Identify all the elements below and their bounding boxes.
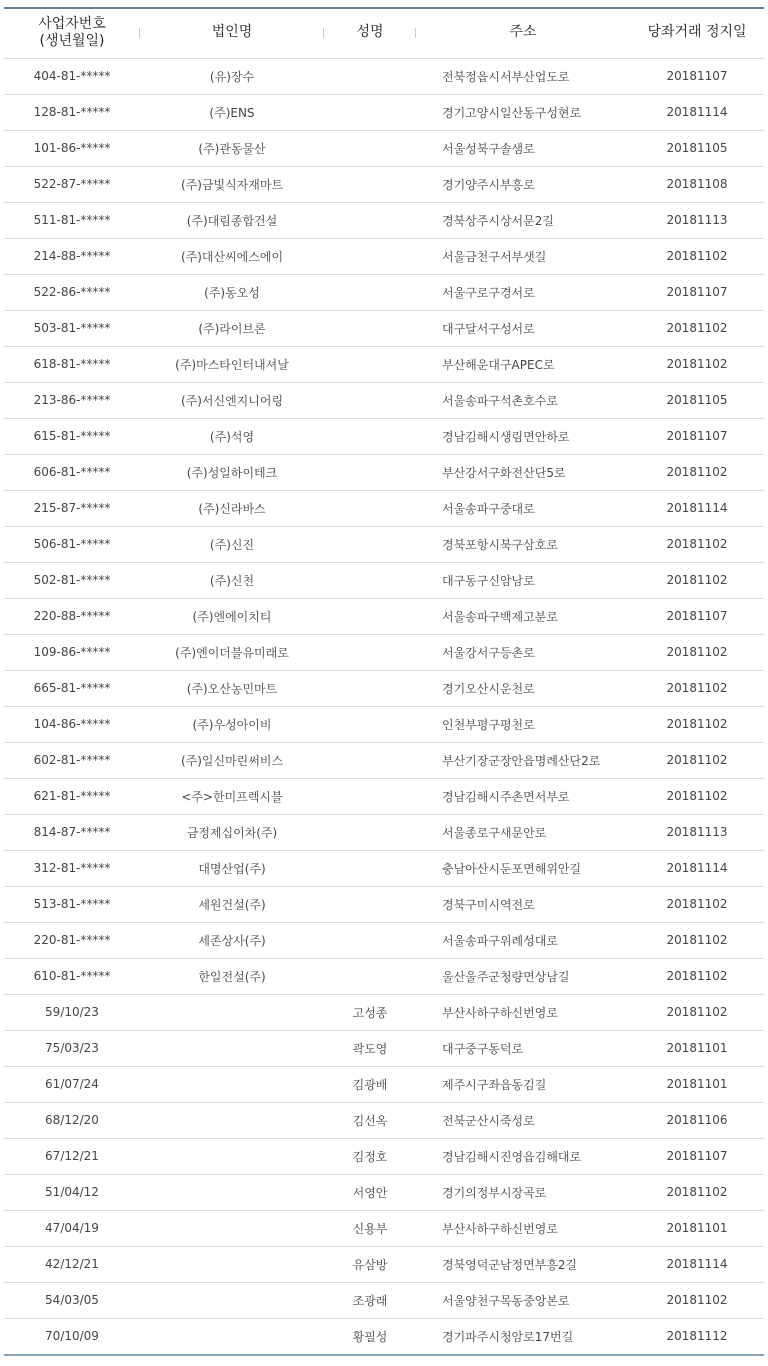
cell-address: 서울구로구경서로 [416, 274, 630, 310]
table-row [4, 922, 764, 958]
table-row [4, 418, 764, 454]
cell-business-number: 47/04/19 [4, 1210, 140, 1246]
cell-business-number: 602-81-***** [4, 742, 140, 778]
cell-corporation-name: (주)라이브론 [140, 310, 324, 346]
cell-corporation-name: 대명산업(주) [140, 850, 324, 886]
cell-suspension-date: 20181102 [630, 742, 764, 778]
cell-address: 부산해운대구APEC로 [416, 346, 630, 382]
cell-business-number: 220-81-***** [4, 922, 140, 958]
cell-address: 경북영덕군남정면부흥2길 [416, 1246, 630, 1282]
table-row [4, 850, 764, 886]
table-row [4, 1210, 764, 1246]
cell-address: 서울종로구새문안로 [416, 814, 630, 850]
cell-person-name: 김정호 [324, 1138, 416, 1174]
cell-person-name [324, 58, 416, 94]
table-row [4, 382, 764, 418]
cell-address: 경북구미시역전로 [416, 886, 630, 922]
cell-address: 부산사하구하신번영로 [416, 1210, 630, 1246]
cell-suspension-date: 20181105 [630, 130, 764, 166]
cell-suspension-date: 20181105 [630, 382, 764, 418]
cell-business-number: 101-86-***** [4, 130, 140, 166]
cell-corporation-name: (주)엔에이치티 [140, 598, 324, 634]
cell-corporation-name: (주)신진 [140, 526, 324, 562]
cell-address: 경기파주시청암로17번길 [416, 1318, 630, 1354]
cell-suspension-date: 20181101 [630, 1066, 764, 1102]
cell-business-number: 621-81-***** [4, 778, 140, 814]
table-row [4, 634, 764, 670]
table-row [4, 814, 764, 850]
cell-corporation-name: (주)엔이더블유미래로 [140, 634, 324, 670]
table-row [4, 706, 764, 742]
cell-business-number: 70/10/09 [4, 1318, 140, 1354]
cell-business-number: 128-81-***** [4, 94, 140, 130]
header-corporation-name [140, 8, 324, 58]
header-person-name [324, 8, 416, 58]
table-row [4, 1030, 764, 1066]
header-suspension-date-label: 당좌거래 정지일 [647, 24, 747, 41]
cell-person-name: 고성종 [324, 994, 416, 1030]
table-row [4, 238, 764, 274]
cell-person-name [324, 94, 416, 130]
cell-person-name [324, 670, 416, 706]
cell-person-name [324, 742, 416, 778]
cell-address: 서울양천구목동중앙본로 [416, 1282, 630, 1318]
cell-corporation-name [140, 1030, 324, 1066]
cell-address: 경북상주시상서문2길 [416, 202, 630, 238]
cell-address: 부산강서구화전산단5로 [416, 454, 630, 490]
cell-business-number: 506-81-***** [4, 526, 140, 562]
cell-person-name: 황필성 [324, 1318, 416, 1354]
cell-business-number: 214-88-***** [4, 238, 140, 274]
table-row [4, 274, 764, 310]
table-row [4, 490, 764, 526]
cell-corporation-name: (주)대림종합건설 [140, 202, 324, 238]
cell-person-name: 신용부 [324, 1210, 416, 1246]
cell-business-number: 67/12/21 [4, 1138, 140, 1174]
cell-business-number: 51/04/12 [4, 1174, 140, 1210]
cell-corporation-name: 세원건설(주) [140, 886, 324, 922]
table-row [4, 94, 764, 130]
cell-suspension-date: 20181101 [630, 1030, 764, 1066]
cell-corporation-name [140, 1210, 324, 1246]
cell-suspension-date: 20181102 [630, 994, 764, 1030]
cell-person-name [324, 958, 416, 994]
cell-business-number: 814-87-***** [4, 814, 140, 850]
table-row [4, 310, 764, 346]
table-row [4, 1138, 764, 1174]
cell-suspension-date: 20181102 [630, 886, 764, 922]
cell-person-name [324, 634, 416, 670]
cell-business-number: 42/12/21 [4, 1246, 140, 1282]
cell-person-name: 김선옥 [324, 1102, 416, 1138]
cell-suspension-date: 20181114 [630, 490, 764, 526]
cell-suspension-date: 20181114 [630, 850, 764, 886]
cell-address: 서울송파구석촌호수로 [416, 382, 630, 418]
cell-suspension-date: 20181102 [630, 238, 764, 274]
cell-corporation-name: (주)서신엔지니어링 [140, 382, 324, 418]
table-row [4, 166, 764, 202]
cell-corporation-name: (주)마스타인터내셔날 [140, 346, 324, 382]
cell-suspension-date: 20181107 [630, 1138, 764, 1174]
header-address [416, 8, 630, 58]
cell-address: 서울송파구백제고분로 [416, 598, 630, 634]
cell-business-number: 54/03/05 [4, 1282, 140, 1318]
cell-person-name: 곽도영 [324, 1030, 416, 1066]
cell-address: 서울금천구서부샛길 [416, 238, 630, 274]
cell-corporation-name: (주)일신마린써비스 [140, 742, 324, 778]
cell-business-number: 606-81-***** [4, 454, 140, 490]
cell-corporation-name [140, 1246, 324, 1282]
cell-suspension-date: 20181102 [630, 670, 764, 706]
cell-business-number: 502-81-***** [4, 562, 140, 598]
table-row [4, 562, 764, 598]
cell-person-name [324, 490, 416, 526]
cell-person-name: 김광배 [324, 1066, 416, 1102]
cell-suspension-date: 20181114 [630, 1246, 764, 1282]
cell-corporation-name [140, 1282, 324, 1318]
cell-business-number: 75/03/23 [4, 1030, 140, 1066]
cell-person-name: 조광래 [324, 1282, 416, 1318]
cell-suspension-date: 20181102 [630, 526, 764, 562]
table-row [4, 598, 764, 634]
cell-suspension-date: 20181114 [630, 94, 764, 130]
cell-business-number: 503-81-***** [4, 310, 140, 346]
cell-corporation-name: (주)관동물산 [140, 130, 324, 166]
cell-address: 경북포항시북구삼호로 [416, 526, 630, 562]
cell-person-name [324, 922, 416, 958]
cell-person-name [324, 130, 416, 166]
cell-corporation-name: (주)ENS [140, 94, 324, 130]
cell-business-number: 404-81-***** [4, 58, 140, 94]
cell-suspension-date: 20181102 [630, 706, 764, 742]
cell-address: 경기양주시부흥로 [416, 166, 630, 202]
cell-person-name [324, 598, 416, 634]
cell-address: 경남김해시진영읍김해대로 [416, 1138, 630, 1174]
cell-business-number: 213-86-***** [4, 382, 140, 418]
cell-business-number: 215-87-***** [4, 490, 140, 526]
cell-business-number: 59/10/23 [4, 994, 140, 1030]
cell-business-number: 610-81-***** [4, 958, 140, 994]
cell-address: 서울성북구솔샘로 [416, 130, 630, 166]
cell-corporation-name: (유)장수 [140, 58, 324, 94]
table-row [4, 1282, 764, 1318]
cell-person-name [324, 706, 416, 742]
cell-business-number: 522-86-***** [4, 274, 140, 310]
cell-person-name [324, 238, 416, 274]
cell-address: 대구달서구성서로 [416, 310, 630, 346]
cell-address: 경남김해시주촌면서부로 [416, 778, 630, 814]
table-body [4, 58, 764, 1354]
table-row [4, 778, 764, 814]
cell-corporation-name: 한일전설(주) [140, 958, 324, 994]
cell-corporation-name [140, 1102, 324, 1138]
cell-corporation-name: 금정제십이차(주) [140, 814, 324, 850]
cell-business-number: 220-88-***** [4, 598, 140, 634]
header-business-number [4, 8, 140, 58]
cell-corporation-name [140, 994, 324, 1030]
table-row [4, 1174, 764, 1210]
cell-address: 부산기장군장안읍명례산단2로 [416, 742, 630, 778]
cell-address: 서울강서구등촌로 [416, 634, 630, 670]
cell-business-number: 522-87-***** [4, 166, 140, 202]
cell-business-number: 312-81-***** [4, 850, 140, 886]
cell-person-name [324, 202, 416, 238]
cell-corporation-name [140, 1174, 324, 1210]
cell-corporation-name [140, 1138, 324, 1174]
cell-corporation-name: (주)우성아이비 [140, 706, 324, 742]
cell-person-name [324, 814, 416, 850]
cell-suspension-date: 20181102 [630, 958, 764, 994]
cell-person-name: 서영안 [324, 1174, 416, 1210]
table-row [4, 886, 764, 922]
header-person-name-label: 성명 [356, 24, 384, 41]
cell-business-number: 615-81-***** [4, 418, 140, 454]
table-header [4, 8, 764, 58]
cell-address: 대구중구동덕로 [416, 1030, 630, 1066]
cell-person-name [324, 778, 416, 814]
cell-suspension-date: 20181107 [630, 58, 764, 94]
cell-business-number: 618-81-***** [4, 346, 140, 382]
cell-suspension-date: 20181107 [630, 274, 764, 310]
cell-suspension-date: 20181108 [630, 166, 764, 202]
cell-suspension-date: 20181102 [630, 1282, 764, 1318]
cell-suspension-date: 20181102 [630, 346, 764, 382]
cell-corporation-name: <주>한미프렉시블 [140, 778, 324, 814]
cell-address: 제주시구좌읍동김길 [416, 1066, 630, 1102]
cell-suspension-date: 20181107 [630, 598, 764, 634]
table-row [4, 526, 764, 562]
table-row [4, 994, 764, 1030]
cell-suspension-date: 20181112 [630, 1318, 764, 1354]
table-row [4, 1246, 764, 1282]
cell-suspension-date: 20181102 [630, 778, 764, 814]
cell-suspension-date: 20181102 [630, 922, 764, 958]
cell-corporation-name: (주)신천 [140, 562, 324, 598]
cell-person-name [324, 418, 416, 454]
cell-business-number: 109-86-***** [4, 634, 140, 670]
cell-business-number: 513-81-***** [4, 886, 140, 922]
cell-suspension-date: 20181106 [630, 1102, 764, 1138]
cell-address: 경기오산시운천로 [416, 670, 630, 706]
cell-corporation-name: (주)성일하이테크 [140, 454, 324, 490]
table-row [4, 58, 764, 94]
cell-person-name [324, 526, 416, 562]
cell-address: 충남아산시둔포면해위안길 [416, 850, 630, 886]
table-row [4, 1318, 764, 1354]
cell-corporation-name: (주)동오성 [140, 274, 324, 310]
cell-business-number: 104-86-***** [4, 706, 140, 742]
header-business-number-label: 사업자번호 (생년월일) [38, 15, 106, 49]
cell-address: 전북정읍시서부산업도로 [416, 58, 630, 94]
cell-corporation-name: (주)오산농민마트 [140, 670, 324, 706]
cell-suspension-date: 20181107 [630, 418, 764, 454]
cell-address: 전북군산시죽성로 [416, 1102, 630, 1138]
header-corporation-name-label: 법인명 [211, 24, 253, 41]
cell-business-number: 61/07/24 [4, 1066, 140, 1102]
cell-suspension-date: 20181102 [630, 634, 764, 670]
cell-suspension-date: 20181113 [630, 202, 764, 238]
cell-suspension-date: 20181113 [630, 814, 764, 850]
cell-address: 부산사하구하신번영로 [416, 994, 630, 1030]
table-row [4, 670, 764, 706]
cell-address: 서울송파구중대로 [416, 490, 630, 526]
table-row [4, 454, 764, 490]
table-row [4, 1066, 764, 1102]
table-row [4, 958, 764, 994]
suspended-accounts-table [4, 8, 764, 1354]
cell-suspension-date: 20181101 [630, 1210, 764, 1246]
header-suspension-date [630, 8, 764, 58]
cell-address: 대구동구신암남로 [416, 562, 630, 598]
cell-suspension-date: 20181102 [630, 1174, 764, 1210]
cell-person-name [324, 886, 416, 922]
cell-suspension-date: 20181102 [630, 454, 764, 490]
cell-address: 경기의정부시장곡로 [416, 1174, 630, 1210]
cell-person-name [324, 274, 416, 310]
cell-address: 경남김해시생림면안하로 [416, 418, 630, 454]
table-row [4, 346, 764, 382]
table-row [4, 130, 764, 166]
cell-suspension-date: 20181102 [630, 562, 764, 598]
table-row [4, 202, 764, 238]
cell-person-name [324, 166, 416, 202]
cell-person-name [324, 346, 416, 382]
cell-business-number: 68/12/20 [4, 1102, 140, 1138]
header-address-label: 주소 [509, 24, 537, 41]
table-row [4, 1102, 764, 1138]
cell-person-name [324, 850, 416, 886]
cell-corporation-name [140, 1066, 324, 1102]
cell-person-name [324, 454, 416, 490]
cell-corporation-name: 세존상사(주) [140, 922, 324, 958]
cell-corporation-name: (주)석영 [140, 418, 324, 454]
cell-suspension-date: 20181102 [630, 310, 764, 346]
cell-person-name [324, 382, 416, 418]
cell-corporation-name: (주)금빛식자재마트 [140, 166, 324, 202]
cell-address: 인천부평구평천로 [416, 706, 630, 742]
table-row [4, 742, 764, 778]
cell-address: 서울송파구위례성대로 [416, 922, 630, 958]
cell-person-name: 유삼방 [324, 1246, 416, 1282]
cell-corporation-name: (주)대산씨에스에이 [140, 238, 324, 274]
cell-address: 경기고양시일산동구성현로 [416, 94, 630, 130]
cell-corporation-name [140, 1318, 324, 1354]
cell-business-number: 511-81-***** [4, 202, 140, 238]
cell-corporation-name: (주)신라바스 [140, 490, 324, 526]
cell-address: 울산울주군청량면상남길 [416, 958, 630, 994]
cell-person-name [324, 562, 416, 598]
cell-business-number: 665-81-***** [4, 670, 140, 706]
table-bottom-border [4, 1354, 764, 1356]
cell-person-name [324, 310, 416, 346]
